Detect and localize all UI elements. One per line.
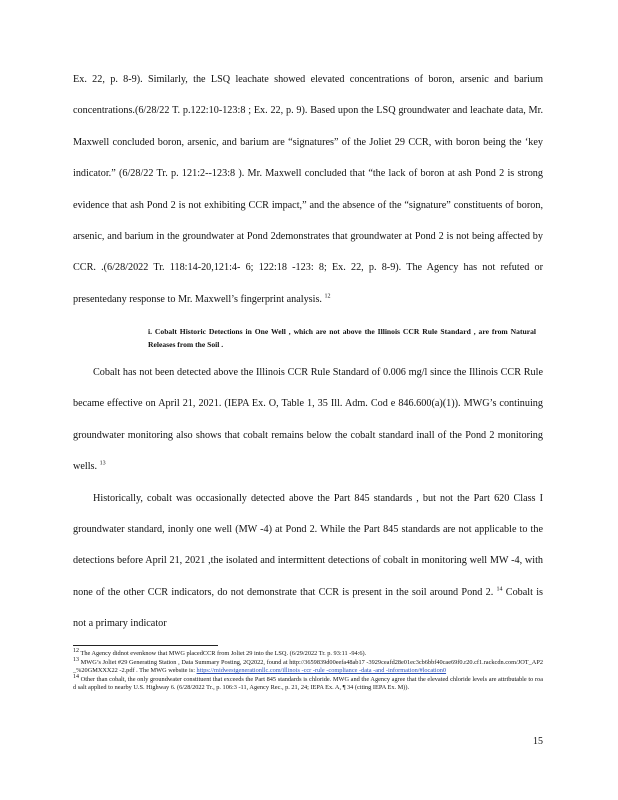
footnote-number: 12 (73, 647, 79, 654)
footnotes (73, 647, 543, 693)
footnote-number: 13 (73, 656, 79, 663)
mwg-website-link[interactable]: https://midwestgenerationllc.com/illinois -ccr -rule -compliance -data -and -information/#location0 (196, 667, 447, 675)
footnote-12 (73, 647, 543, 659)
body-paragraph-1 (73, 64, 543, 315)
paragraph-2-text: Cobalt has not been detected above the Illinois CCR Rule Standard of 0.006 mg/l since the Illinois CCR Rule became effective on April 21, 2021. (IEPA Ex. O, Table 1, 35 Ill. Adm. Cod e 846.600(a)(1)). MWG’s continuing groundwater monitoring also shows that cobalt remains below the cobalt standard inall of the Pond 2 monitoring wells. (73, 367, 543, 473)
paragraph-3-text: Historically, cobalt was occasionally detected above the Part 845 standards , but not the Part 620 Class I groundwater standard, inonly one well (MW -4) at Pond 2. While the Part 845 standards are not applicable to the detections before April 21, 2021 ,the isolated and intermittent detections of cobalt in monitoring well MW -4, with none of the other CCR indicators, do not demonstrate that CCR is present in the soil around Pond 2. (73, 492, 543, 598)
paragraph-1-text: Ex. 22, p. 8-9). Similarly, the LSQ leachate showed elevated concentrations of boron, arsenic and barium concentrations.(6/28/22 T. p.122:10-123:8 ; Ex. 22, p. 9). Based upon the LSQ groundwater and leachate data, Mr. Maxwell concluded boron, arsenic, and barium are “signatures” of the Joliet 29 CCR, with boron being the ‘key indicator.” (6/28/22 Tr. p. 121:2--123:8 ). Mr. Maxwell concluded that “the lack of boron at ash Pond 2 is strong evidence that ash Pond 2 is not exhibiting CCR impact,” and the absence of the “signature” constituents of boron, arsenic, and barium in the groundwater at Pond 2demonstrates that groundwater at Pond 2 is not being affected by CCR. .(6/28/2022 Tr. 118:14-20,121:4- 6; 122:18 -123: 8; Ex. 22, p. 8-9). The Agency has not refuted or presentedany response to Mr. Maxwell’s fingerprint analysis. (73, 74, 543, 305)
body-paragraph-2 (73, 357, 543, 640)
footnote-text: The Agency didnot evenknow that MWG placedCCR from Joliet 29 into the LSQ. (6/29/2022 Tr. p. 93:11 -94:6). (80, 650, 367, 657)
footnote-text: Other than cobalt, the only groundwater constituent that exceeds the Part 845 standards is chloride. MWG and the Agency agree that the elevated chloride levels are attributable to road salt applied to nearby U.S. Highway 6. (6/28/2022 Tr., p. 106:3 -11, Agency Rec., p. 21, 24; IEPA Ex. A, ¶ 34 (citing IEPA Ex. M)). (73, 675, 543, 692)
footnote-13 (73, 656, 543, 676)
page-number: 15 (533, 736, 543, 747)
footnote-number: 14 (73, 673, 79, 680)
footnote-text: MWG’s Joliet #29 Generating Station , Data Summary Posting, 2Q2022, found at http://3659839d00eefa48ab17 -3929ceafd28e01ec3cb6bbf40cae69f0.r20.cf1.rackcdn.com/JOT_AP2_%20GMXXX22 -2.pdf . The MWG website is: (73, 658, 543, 675)
footnote-ref-12: 12 (324, 293, 331, 300)
footnote-divider (73, 645, 218, 646)
footnote-14 (73, 673, 543, 693)
paragraph-3-tail: Cobalt is not a primary indicator (73, 586, 544, 630)
section-heading-cobalt: i. Cobalt Historic Detections in One Well , which are not above the Illinois CCR Rule Standard , are from Natural Releases from the Soil . (148, 327, 536, 349)
footnote-ref-14: 14 (496, 586, 503, 593)
body-paragraph-3 (73, 483, 543, 640)
footnote-ref-13: 13 (99, 460, 106, 467)
